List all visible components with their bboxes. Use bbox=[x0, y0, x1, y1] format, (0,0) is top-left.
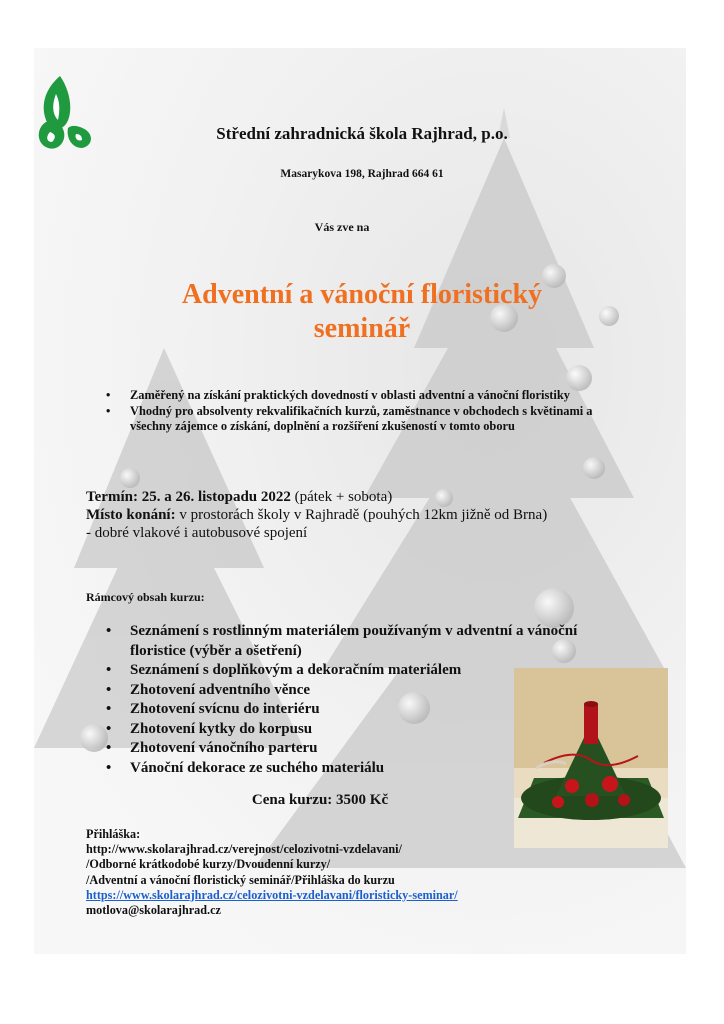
intro-bullet-list bbox=[108, 388, 608, 435]
list-item: • Vhodný pro absolventy rekvalifikačních kurzů, zaměstnance v obchodech s květinami a všechny zájemce o získání, doplnění a rozšíření zkušeností v tomto oboru bbox=[108, 404, 608, 435]
list-item: • Zaměřený na získání praktických dovedností v oblasti adventní a vánoční floristiky bbox=[108, 388, 608, 404]
outline-list bbox=[108, 622, 578, 778]
course-price: Cena kurzu: 3500 Kč bbox=[251, 792, 389, 808]
contact-email[interactable]: motlova@skolarajhrad.cz bbox=[86, 903, 221, 918]
school-name: Střední zahradnická škola Rajhrad, p.o. bbox=[216, 124, 508, 143]
term-label: Termín: bbox=[86, 489, 138, 505]
school-address: Masarykova 198, Rajhrad 664 61 bbox=[280, 168, 444, 180]
list-item: • Zhotovení adventního věnce bbox=[108, 681, 578, 701]
term-value: 25. a 26. listopadu 2022 bbox=[141, 489, 291, 505]
course-details bbox=[86, 488, 646, 542]
place-label: Místo konání: bbox=[86, 507, 176, 523]
term-note: (pátek + sobota) bbox=[294, 489, 393, 505]
list-item: • Seznámení s doplňkovým a dekoračním materiálem bbox=[108, 661, 578, 681]
list-item: • Zhotovení svícnu do interiéru bbox=[108, 700, 578, 720]
application-path-1: http://www.skolarajhrad.cz/verejnost/celozivotni-vzdelavani/ bbox=[86, 842, 402, 857]
application-path-2: /Odborné krátkodobé kurzy/Dvoudenní kurzy/ bbox=[86, 857, 331, 872]
outline-heading: Rámcový obsah kurzu: bbox=[86, 590, 205, 604]
seminar-title bbox=[90, 278, 634, 346]
application-section bbox=[86, 827, 646, 918]
application-label: Přihláška: bbox=[86, 827, 141, 841]
seminar-title-line2: seminář bbox=[313, 313, 411, 344]
list-item: • Vánoční dekorace ze suchého materiálu bbox=[108, 759, 578, 779]
christmas-arrangement-photo bbox=[514, 668, 668, 848]
seminar-title-line1: Adventní a vánoční floristický bbox=[181, 279, 543, 310]
transport-note: - dobré vlakové i autobusové spojení bbox=[86, 525, 308, 541]
list-item: • Zhotovení vánočního parteru bbox=[108, 739, 578, 759]
list-item: • Zhotovení kytky do korpusu bbox=[108, 720, 578, 740]
application-link[interactable]: https://www.skolarajhrad.cz/celozivotni-vzdelavani/floristicky-seminar/ bbox=[86, 887, 458, 902]
invite-text: Vás zve na bbox=[314, 220, 370, 234]
application-path-3: /Adventní a vánoční floristický seminář/Přihláška do kurzu bbox=[86, 872, 395, 887]
place-value: v prostorách školy v Rajhradě (pouhých 12km jižně od Brna) bbox=[179, 507, 548, 523]
list-item: • Seznámení s rostlinným materiálem používaným v adventní a vánoční floristice (výběr a ošetření) bbox=[108, 622, 578, 661]
